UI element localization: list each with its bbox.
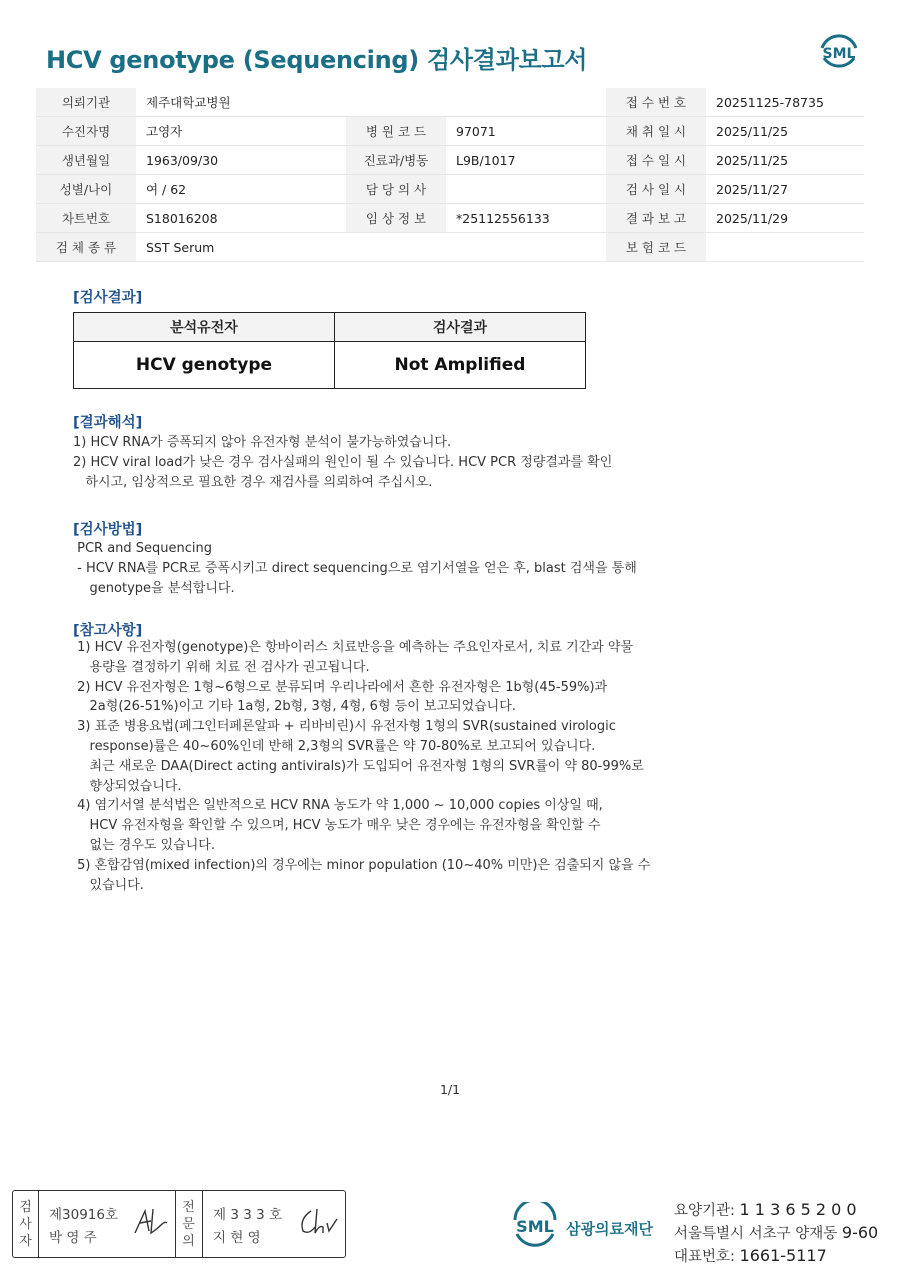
method-text <box>73 539 637 598</box>
text-line: 향상되었습니다. <box>73 778 182 794</box>
text-line: 1) HCV RNA가 증폭되지 않아 유전자형 분석이 불가능하였습니다. <box>73 435 452 450</box>
inspector-cell <box>39 1191 176 1257</box>
sml-logo <box>816 28 862 74</box>
gene-cell: HCV genotype <box>74 342 335 389</box>
address-text: 서울특별시 서초구 양재동 <box>674 1226 842 1242</box>
label: 진료과/병동 <box>346 146 446 175</box>
label: 채 취 일 시 <box>606 117 706 146</box>
gene-header: 분석유전자 <box>74 313 335 342</box>
text-line: 있습니다. <box>73 877 144 893</box>
label-char: 문 <box>182 1217 195 1232</box>
value: SST Serum <box>136 233 606 262</box>
value: 2025/11/25 <box>706 117 864 146</box>
label: 의뢰기관 <box>36 88 136 117</box>
value <box>706 233 864 262</box>
result-table <box>73 312 586 389</box>
value: 1963/09/30 <box>136 146 346 175</box>
signature-box <box>12 1190 346 1258</box>
specialist-number: 제 3 3 3 호 <box>213 1207 283 1223</box>
label: 접 수 번 호 <box>606 88 706 117</box>
label-char: 의 <box>182 1234 195 1249</box>
value: S18016208 <box>136 204 346 233</box>
signature-mark-icon <box>297 1205 341 1239</box>
inspector-number: 제30916호 <box>49 1207 119 1223</box>
value: *25112556133 <box>446 204 606 233</box>
specialist-label <box>175 1191 203 1257</box>
svg-text:SML: SML <box>822 46 856 62</box>
value: L9B/1017 <box>446 146 606 175</box>
text-line: 2a형(26-51%)이고 기타 1a형, 2b형, 3형, 4형, 6형 등이 보고되었습니다. <box>73 699 516 715</box>
phone-value: 1661-5117 <box>739 1246 827 1265</box>
label-char: 전 <box>182 1200 195 1215</box>
value: 2025/11/29 <box>706 204 864 233</box>
signature-mark-icon <box>131 1205 171 1239</box>
label-char: 자 <box>19 1234 32 1249</box>
value: 2025/11/25 <box>706 146 864 175</box>
label: 수진자명 <box>36 117 136 146</box>
phone-label: 대표번호: <box>674 1249 740 1265</box>
text-line: 용량을 결정하기 위해 치료 전 검사가 권고됩니다. <box>73 659 370 675</box>
result-heading: [검사결과] <box>73 290 143 306</box>
specialist-name: 지 현 영 <box>213 1230 261 1246</box>
label: 성별/나이 <box>36 175 136 204</box>
value: 제주대학교병원 <box>136 88 606 117</box>
address <box>674 1222 878 1243</box>
method-heading: [검사방법] <box>73 522 143 538</box>
label: 차트번호 <box>36 204 136 233</box>
label: 보 험 코 드 <box>606 233 706 262</box>
code-label: 요양기관: <box>674 1203 740 1219</box>
value: 2025/11/27 <box>706 175 864 204</box>
value: 97071 <box>446 117 606 146</box>
address-number: 9-60 <box>841 1223 879 1242</box>
text-line: 4) 염기서열 분석법은 일반적으로 HCV RNA 농도가 약 1,000 ~ 10,000 copies 이상일 때, <box>73 798 603 814</box>
report-title: HCV genotype (Sequencing) 검사결과보고서 <box>46 46 588 74</box>
text-line: 하시고, 임상적으로 필요한 경우 재검사를 의뢰하여 주십시오. <box>73 474 433 490</box>
patient-info-table <box>36 88 864 262</box>
text-line: PCR and Sequencing <box>73 541 213 556</box>
text-line: 5) 혼합감염(mixed infection)의 경우에는 minor population (10~40% 미만)은 검출되지 않을 수 <box>73 857 651 873</box>
phone <box>674 1245 827 1266</box>
interpretation-text <box>73 433 612 492</box>
text-line: 없는 경우도 있습니다. <box>73 837 215 853</box>
label: 검 사 일 시 <box>606 175 706 204</box>
page-number: 1/1 <box>439 1082 461 1097</box>
label: 결 과 보 고 <box>606 204 706 233</box>
text-line: response)률은 40~60%인데 반해 2,3형의 SVR률은 약 70-80%로 보고되어 있습니다. <box>73 738 596 754</box>
text-line: 2) HCV viral load가 낮은 경우 검사실패의 원인이 될 수 있습니다. HCV PCR 정량결과를 확인 <box>73 454 613 470</box>
text-line: 3) 표준 병용요법(페그인터페론알파 + 리바비린)시 유전자형 1형의 SVR(sustained virologic <box>73 719 616 735</box>
interpretation-heading: [결과해석] <box>73 415 143 431</box>
svg-text:SML: SML <box>516 1217 554 1236</box>
text-line: - HCV RNA를 PCR로 증폭시키고 direct sequencing으로 염기서열을 얻은 후, blast 검색을 통해 <box>73 560 637 576</box>
institution-code <box>674 1199 857 1220</box>
value <box>446 175 606 204</box>
footer-logo <box>510 1202 560 1248</box>
label: 생년월일 <box>36 146 136 175</box>
result-cell: Not Amplified <box>334 342 585 389</box>
specialist-cell <box>203 1191 345 1257</box>
label: 접 수 일 시 <box>606 146 706 175</box>
notes-text <box>73 638 650 895</box>
inspector-name: 박 영 주 <box>49 1230 97 1246</box>
label-char: 사 <box>19 1217 32 1232</box>
label: 임 상 정 보 <box>346 204 446 233</box>
text-line: genotype을 분석합니다. <box>73 580 235 596</box>
value: 여 / 62 <box>136 175 346 204</box>
text-line: 2) HCV 유전자형은 1형~6형으로 분류되며 우리나라에서 흔한 유전자형은 1b형(45-59%)과 <box>73 679 608 695</box>
inspector-label <box>13 1191 39 1257</box>
code-value: 1 1 3 6 5 2 0 0 <box>739 1200 857 1219</box>
result-header: 검사결과 <box>334 313 585 342</box>
value: 20251125-78735 <box>706 88 864 117</box>
notes-heading: [참고사항] <box>73 623 143 639</box>
foundation-name: 삼광의료재단 <box>566 1220 653 1238</box>
value: 고영자 <box>136 117 346 146</box>
label: 병 원 코 드 <box>346 117 446 146</box>
label: 담 당 의 사 <box>346 175 446 204</box>
label-char: 검 <box>19 1200 32 1215</box>
text-line: 최근 새로운 DAA(Direct acting antivirals)가 도입되어 유전자형 1형의 SVR률이 약 80-99%로 <box>73 758 644 774</box>
text-line: HCV 유전자형을 확인할 수 있으며, HCV 농도가 매우 낮은 경우에는 유전자형을 확인할 수 <box>73 818 601 834</box>
label: 검 체 종 류 <box>36 233 136 262</box>
text-line: 1) HCV 유전자형(genotype)은 항바이러스 치료반응을 예측하는 주요인자로서, 치료 기간과 약물 <box>73 640 634 655</box>
